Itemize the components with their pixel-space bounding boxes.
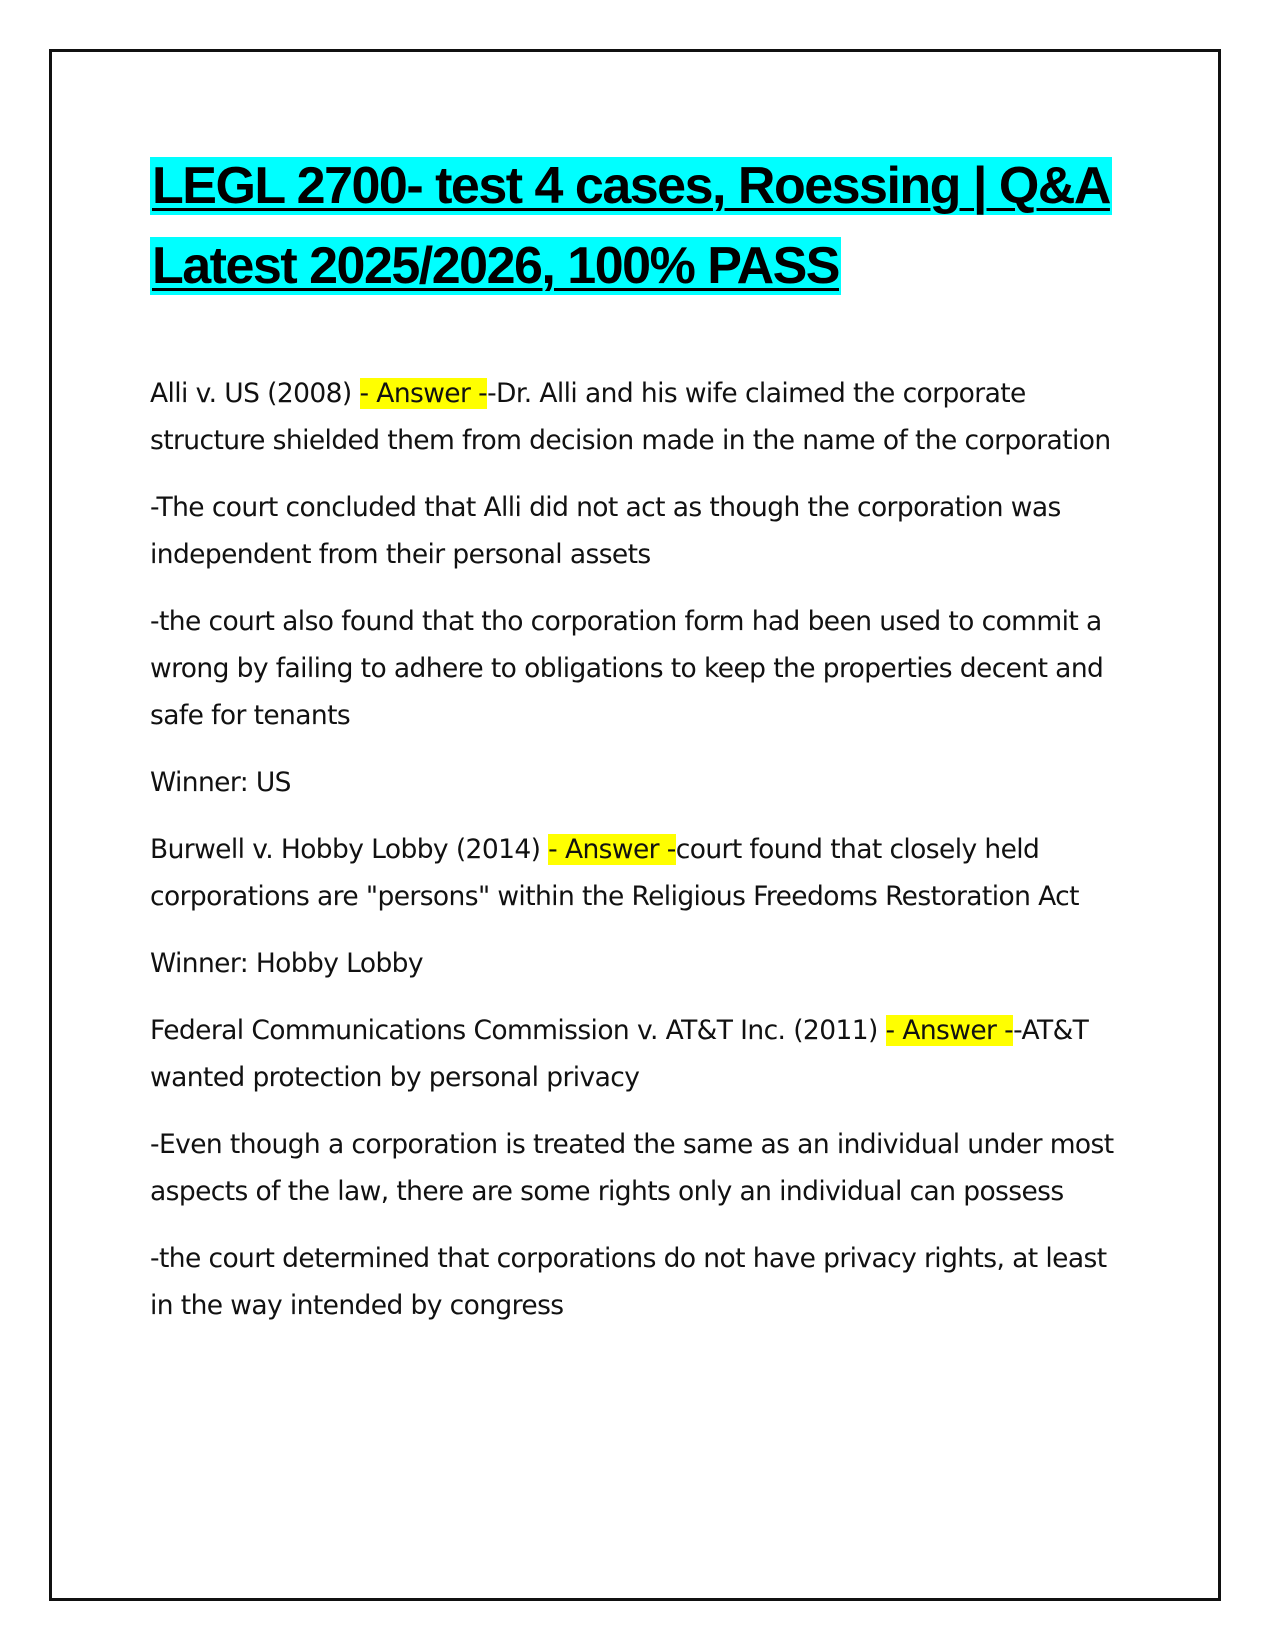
case-paragraph: -the court also found that tho corporation form had been used to commit a wrong by failing to adhere to obligations to keep the properties decent and safe for tenants <box>150 606 1104 731</box>
answer-marker: - Answer - <box>548 834 676 865</box>
case-question: Burwell v. Hobby Lobby (2014) <box>150 834 541 865</box>
case-paragraph: -the court determined that corporations do not have privacy rights, at least in the way intended by congress <box>150 1243 1107 1321</box>
case-paragraph: -The court concluded that Alli did not act as though the corporation was independent from their personal assets <box>150 492 1061 570</box>
case-entry-hobby-lobby <box>150 826 1130 920</box>
case-answer: court found that closely held corporations are "persons" within the Religious Freedoms Restoration Act <box>150 834 1079 912</box>
case-entry-alli <box>150 370 1130 464</box>
case-paragraph: -Even though a corporation is treated the same as an individual under most aspects of the law, there are some rights only an individual can possess <box>150 1129 1114 1207</box>
answer-marker: - Answer - <box>359 378 488 409</box>
case-answer: -AT&T wanted protection by personal privacy <box>150 1015 1089 1093</box>
case-winner: Winner: Hobby Lobby <box>150 948 423 979</box>
case-answer: -Dr. Alli and his wife claimed the corporate structure shielded them from decision made in the name of the corporation <box>150 378 1111 456</box>
case-question: Federal Communications Commission v. AT&T Inc. (2011) <box>150 1015 878 1046</box>
document-title <box>150 146 1130 306</box>
case-entry-fcc <box>150 1007 1130 1101</box>
case-question: Alli v. US (2008) <box>150 378 352 409</box>
case-winner: Winner: US <box>150 767 291 798</box>
document-body <box>150 370 1130 1349</box>
document-title-text: LEGL 2700- test 4 cases, Roessing | Q&A Latest 2025/2026, 100% PASS <box>152 157 1110 295</box>
answer-marker: - Answer - <box>885 1015 1014 1046</box>
